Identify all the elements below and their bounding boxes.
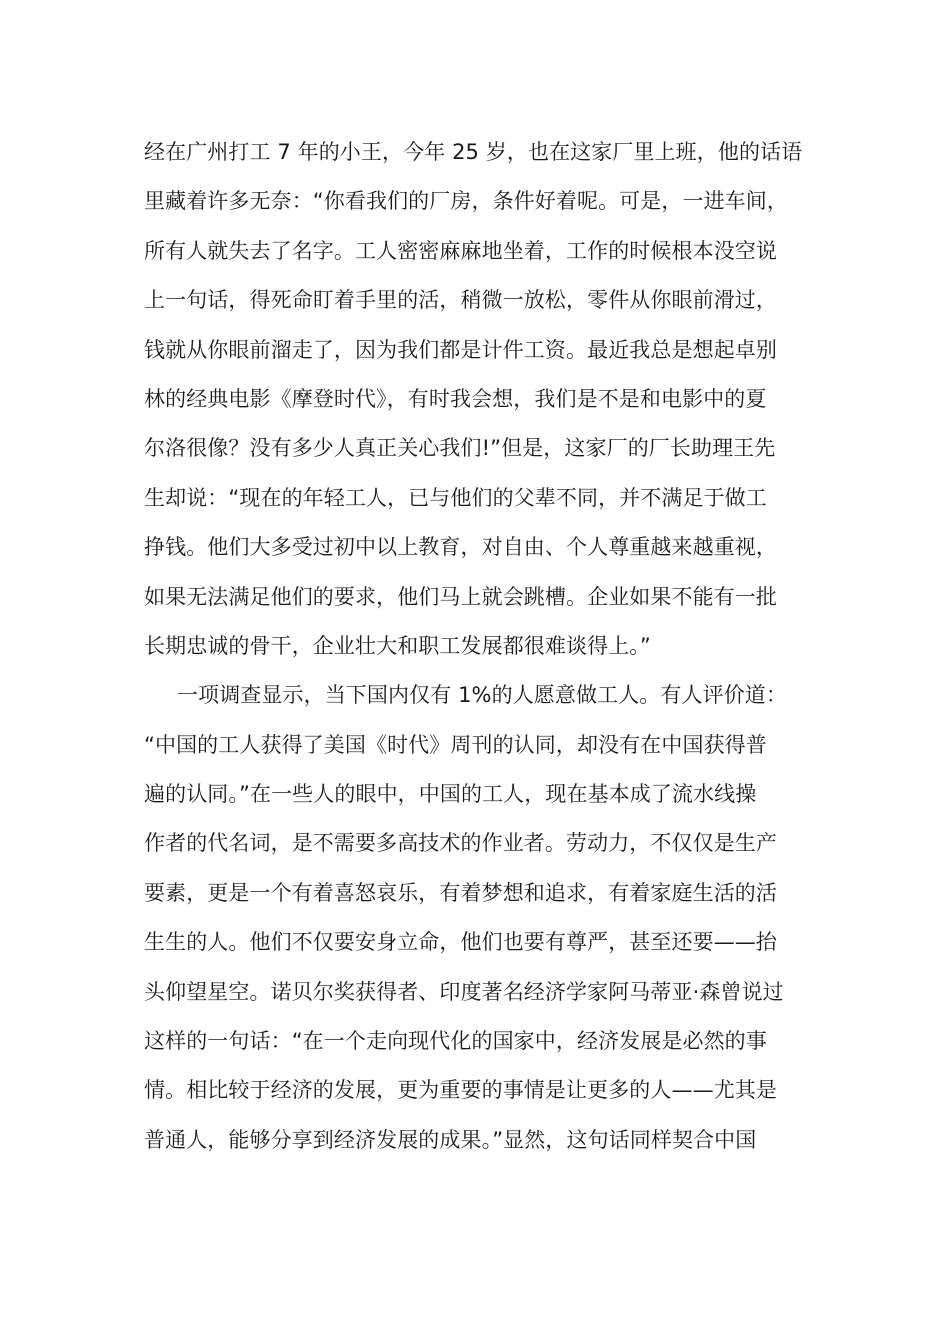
text-line: 经在广州打工 7 年的小王，今年 25 岁，也在这家厂里上班，他的话语 bbox=[144, 140, 803, 164]
text-line: 这样的一句话：“在一个走向现代化的国家中，经济发展是必然的事 bbox=[144, 1029, 767, 1054]
text-line: 情。相比较于经济的发展，更为重要的事情是让更多的人——尤其是 bbox=[144, 1078, 777, 1103]
text-line: 生生的人。他们不仅要安身立命，他们也要有尊严，甚至还要——抬 bbox=[144, 930, 777, 955]
text-line: 头仰望星空。诺贝尔奖获得者、印度著名经济学家阿马蒂亚·森曾说过 bbox=[144, 979, 784, 1004]
text-line: 里藏着许多无奈：“你看我们的厂房，条件好着呢。可是，一进车间， bbox=[144, 189, 788, 214]
text-line: “中国的工人获得了美国《时代》周刊的认同，却没有在中国获得普 bbox=[144, 732, 767, 757]
text-line: 上一句话，得死命盯着手里的活，稍微一放松，零件从你眼前滑过， bbox=[144, 288, 777, 313]
text-line: 要素，更是一个有着喜怒哀乐，有着梦想和追求，有着家庭生活的活 bbox=[144, 880, 777, 905]
text-line: 普通人，能够分享到经济发展的成果。”显然，这句话同样契合中国 bbox=[144, 1127, 757, 1152]
text-line: 作者的代名词，是不需要多高技术的作业者。劳动力，不仅仅是生产 bbox=[144, 831, 777, 856]
text-line: 林的经典电影《摩登时代》，有时我会想，我们是不是和电影中的夏 bbox=[144, 386, 767, 411]
text-line: 如果无法满足他们的要求，他们马上就会跳槽。企业如果不能有一批 bbox=[144, 584, 777, 609]
text-line: 钱就从你眼前溜走了，因为我们都是计件工资。最近我总是想起卓别 bbox=[144, 337, 777, 362]
text-line: 遍的认同。”在一些人的眼中，中国的工人，现在基本成了流水线操 bbox=[144, 782, 757, 807]
text-line: 挣钱。他们大多受过初中以上教育，对自由、个人尊重越来越重视， bbox=[144, 535, 777, 560]
text-line: 长期忠诚的骨干，企业壮大和职工发展都很难谈得上。” bbox=[144, 633, 651, 658]
text-line: 尔洛很像？没有多少人真正关心我们!”但是，这家厂的厂长助理王先 bbox=[144, 436, 776, 461]
text-line: 所有人就失去了名字。工人密密麻麻地坐着，工作的时候根本没空说 bbox=[144, 238, 777, 263]
text-line: 生却说：“现在的年轻工人，已与他们的父辈不同，并不满足于做工 bbox=[144, 485, 767, 510]
paragraph-start-line: 一项调查显示，当下国内仅有 1%的人愿意做工人。有人评价道： bbox=[177, 683, 787, 708]
body-text bbox=[144, 128, 804, 1165]
